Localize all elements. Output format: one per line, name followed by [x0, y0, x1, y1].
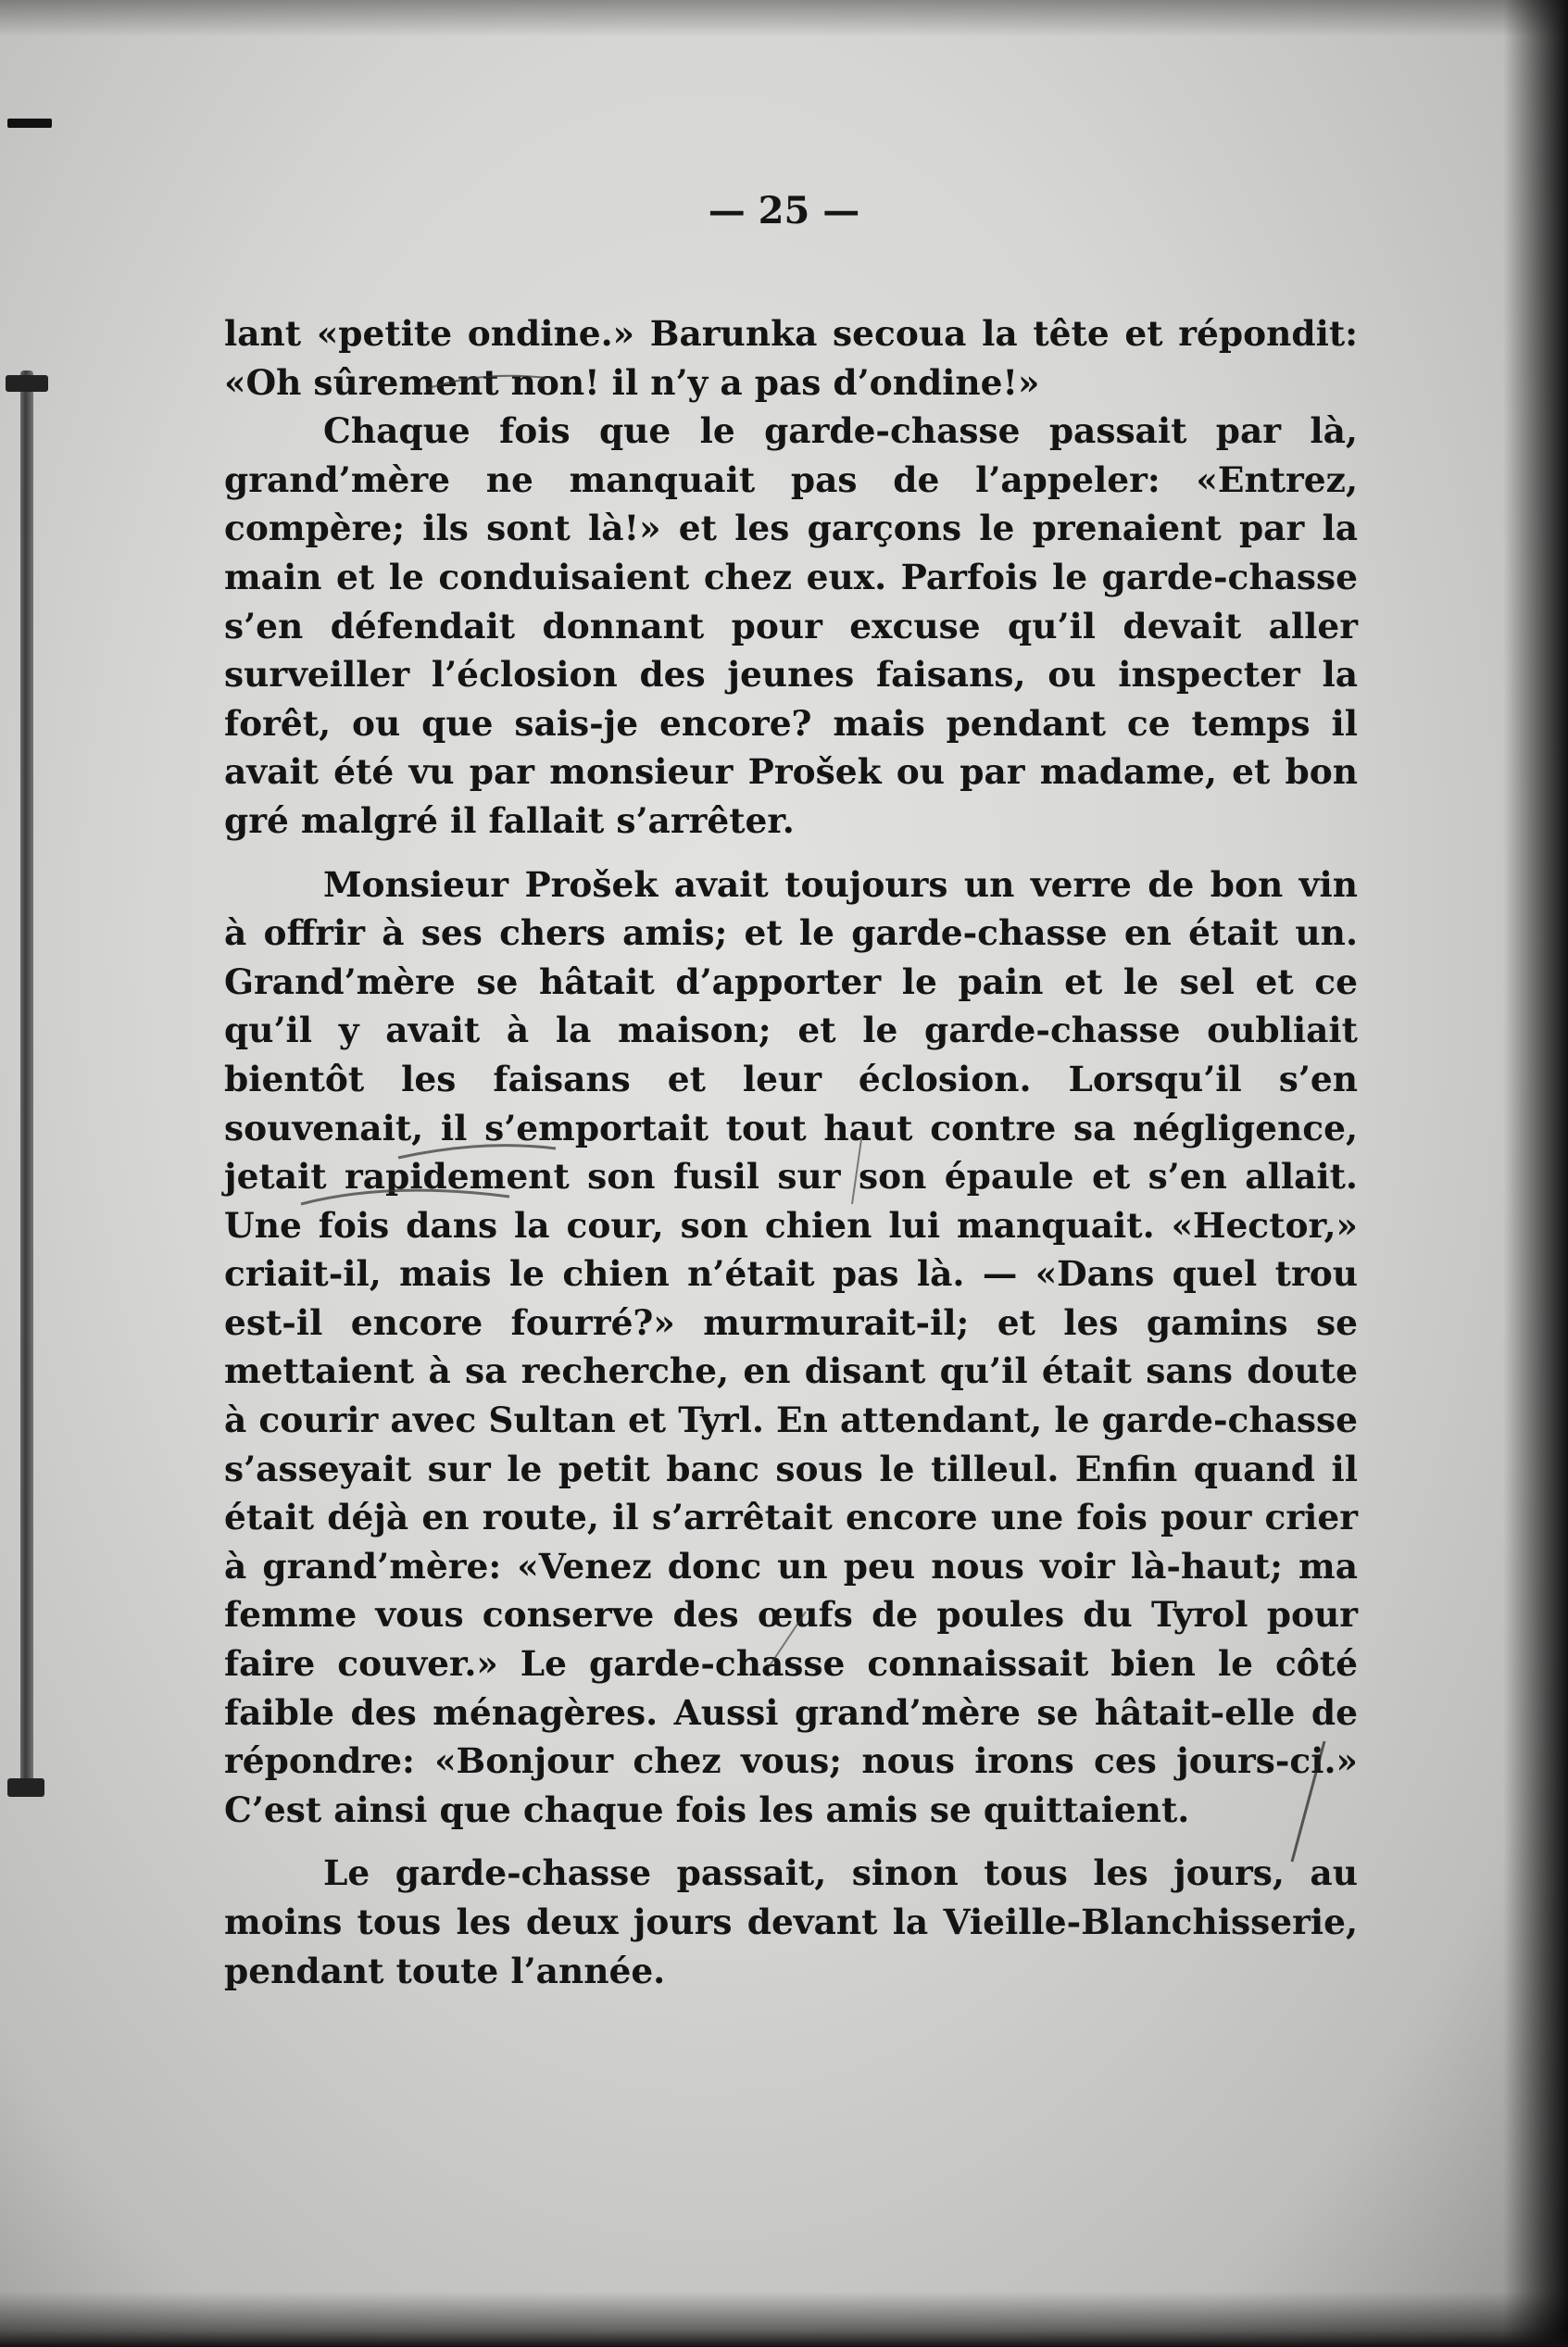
paragraph-continuation: lant «petite ondine.» Barunka secoua la tête et répondit: «Oh sûrement non! il n’y a pas d’ondine!»: [224, 313, 1358, 403]
paragraph: Chaque fois que le garde-chasse passait par là, grand’mère ne manquait pas de l’appeler: «Entrez, compère; ils sont là!» et les garçons le prenaient par la main et le conduisaient chez eux. Parfois le garde-chasse s’en défendait donnant pour excuse qu’il devait aller surveiller l’éclosion des jeunes faisans, ou inspecter la forêt, ou que sais-je encore? mais pendant ce temps il avait été vu par monsieur Prošek ou par madame, et bon gré malgré il fallait s’arrêter.: [224, 410, 1358, 841]
paragraph: Le garde-chasse passait, sinon tous les jours, au moins tous les deux jours devant la Vieille-Blanchisserie, pendant toute l’année.: [224, 1852, 1358, 1991]
page-number: — 25 —: [708, 189, 860, 232]
paragraph: Monsieur Prošek avait toujours un verre de bon vin à offrir à ses chers amis; et le garde-chasse en était un. Grand’mère se hâtait d’apporter le pain et le sel et ce qu’il y avait à la maison; et le garde-chasse oubliait bientôt les faisans et leur éclosion. Lorsqu’il s’en souvenait, il s’emportait tout haut contre sa négligence, jetait rapidement son fusil sur son épaule et s’en allait. Une fois dans la cour, son chien lui manquait. «Hector,» criait-il, mais le chien n’était pas là. — «Dans quel trou est-il encore fourré?» murmurait-il; et les gamins se mettaient à sa recherche, en disant qu’il était sans doute à courir avec Sultan et Tyrl. En attendant, le garde-chasse s’asseyait sur le petit banc sous le tilleul. Enfin quand il était déjà en route, il s’arrêtait encore une fois pour crier à grand’mère: «Venez donc un peu nous voir là-haut; ma femme vous conserve des œufs de poules du Tyrol pour faire couver.» Le garde-chasse connaissait bien le côté faible des ménagères. Aussi grand’mère se hâtait-elle de répondre: «Bonjour chez vous; nous irons ces jours-ci.» C’est ainsi que chaque fois les amis se quittaient.: [224, 863, 1358, 1830]
